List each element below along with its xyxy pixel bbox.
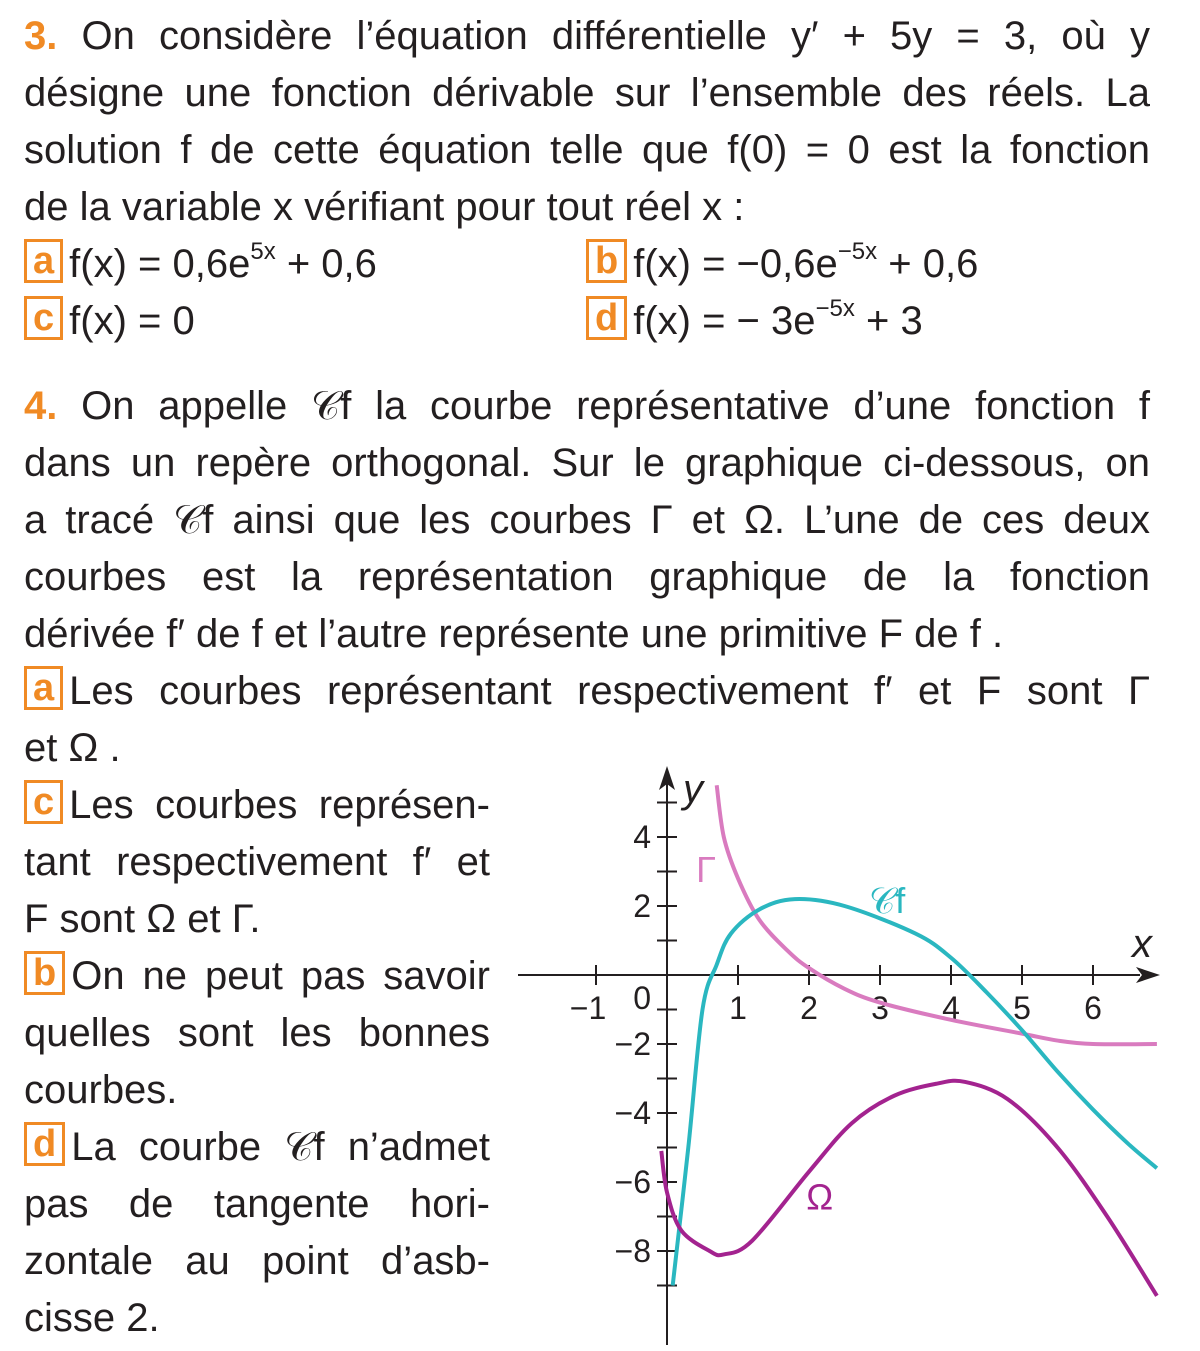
x-tick-label: 5	[1013, 990, 1031, 1026]
option-letter-box: b	[586, 239, 627, 283]
x-tick-label: 6	[1084, 990, 1102, 1026]
y-axis-label: y	[683, 767, 703, 811]
y-tick-label: −6	[614, 1164, 651, 1200]
q4-line-1	[24, 378, 1150, 435]
q4-line-4: courbes est la représentation graphique de la fonction	[24, 555, 1150, 599]
option-letter-box: c	[24, 780, 63, 824]
q3-text-1: On considère l’équation différentielle y′ + 5y = 3, où y	[81, 14, 1150, 58]
omega-label: Ω	[806, 1176, 834, 1218]
origin-label: 0	[633, 980, 651, 1016]
x-axis-label: x	[1132, 922, 1152, 966]
option-letter-box: a	[24, 239, 63, 283]
x-tick-label: 1	[729, 990, 747, 1026]
q4-option-d-line-3: zontale au point d’asb-	[24, 1239, 490, 1283]
option-letter-box: a	[24, 666, 63, 710]
x-tick-label: 2	[800, 990, 818, 1026]
q3-number: 3.	[24, 14, 58, 58]
cf-curve	[673, 899, 1157, 1286]
option-letter-box: d	[24, 1122, 65, 1166]
x-tick-label: 4	[942, 990, 960, 1026]
q4-option-d[interactable]: d La courbe 𝒞f n’admet	[24, 1119, 490, 1177]
q4-line-2: dans un repère orthogonal. Sur le graphique ci-dessous, on	[24, 441, 1150, 485]
y-tick-label: −2	[614, 1026, 651, 1062]
q4-option-b-line-2: quelles sont les bonnes	[24, 1011, 490, 1055]
q3-line-1	[24, 8, 1150, 65]
q3-option-c[interactable]: c f(x) = 0	[24, 293, 195, 350]
function-graph	[500, 760, 1180, 1351]
y-tick-label: −8	[614, 1233, 651, 1269]
q4-option-d-line-4: cisse 2.	[24, 1296, 160, 1340]
q3-option-b[interactable]: b $f(x) = -0,6e^{-5x} + 0,6$	[586, 236, 978, 293]
q3-option-d[interactable]: d f(x) = − $3e^{-5x} + 3$	[586, 293, 923, 350]
cf-label: 𝒞f	[868, 879, 906, 921]
q4-line-3: a tracé 𝒞f ainsi que les courbes Γ et Ω. L’une de ces deux	[24, 498, 1150, 542]
q4-option-b-line-3: courbes.	[24, 1068, 178, 1112]
omega-curve	[661, 1081, 1157, 1296]
x-tick-label: 3	[871, 990, 889, 1026]
q4-option-a[interactable]: a Les courbes représentant respectivement f′ et F sont Γ	[24, 663, 1150, 720]
option-letter-box: d	[586, 296, 627, 340]
q3-option-a[interactable]: a $f(x) = 0,6e^{5x} + 0,6$	[24, 236, 377, 293]
y-tick-label: −4	[614, 1095, 651, 1131]
q3-line-4: de la variable x vérifiant pour tout réel x :	[24, 185, 745, 229]
y-tick-label: 4	[633, 819, 651, 855]
gamma-label: Γ	[696, 848, 716, 890]
x-tick-label: −1	[569, 990, 607, 1026]
q4-option-d-line-2: pas de tangente hori-	[24, 1182, 490, 1226]
q4-option-a-cont: et Ω .	[24, 726, 121, 770]
option-letter-box: c	[24, 296, 63, 340]
y-tick-label: 2	[633, 888, 651, 924]
q4-line-5: dérivée f′ de f et l’autre représente une primitive F de f .	[24, 612, 1004, 656]
q3-line-2: désigne une fonction dérivable sur l’ensemble des réels. La	[24, 71, 1150, 115]
q3-line-3: solution f de cette équation telle que f(0) = 0 est la fonction	[24, 128, 1150, 172]
q4-option-c-line-3: F sont Ω et Γ.	[24, 897, 261, 941]
q4-option-c-line-2: tant respectivement f′ et	[24, 840, 490, 884]
option-letter-box: b	[24, 951, 65, 995]
q4-number: 4.	[24, 384, 58, 428]
q4-option-c[interactable]: c Les courbes représen-	[24, 777, 490, 835]
q4-option-b[interactable]: b On ne peut pas savoir	[24, 948, 490, 1006]
q4-text-1: On appelle 𝒞f la courbe représentative d’une fonction f	[81, 384, 1150, 428]
